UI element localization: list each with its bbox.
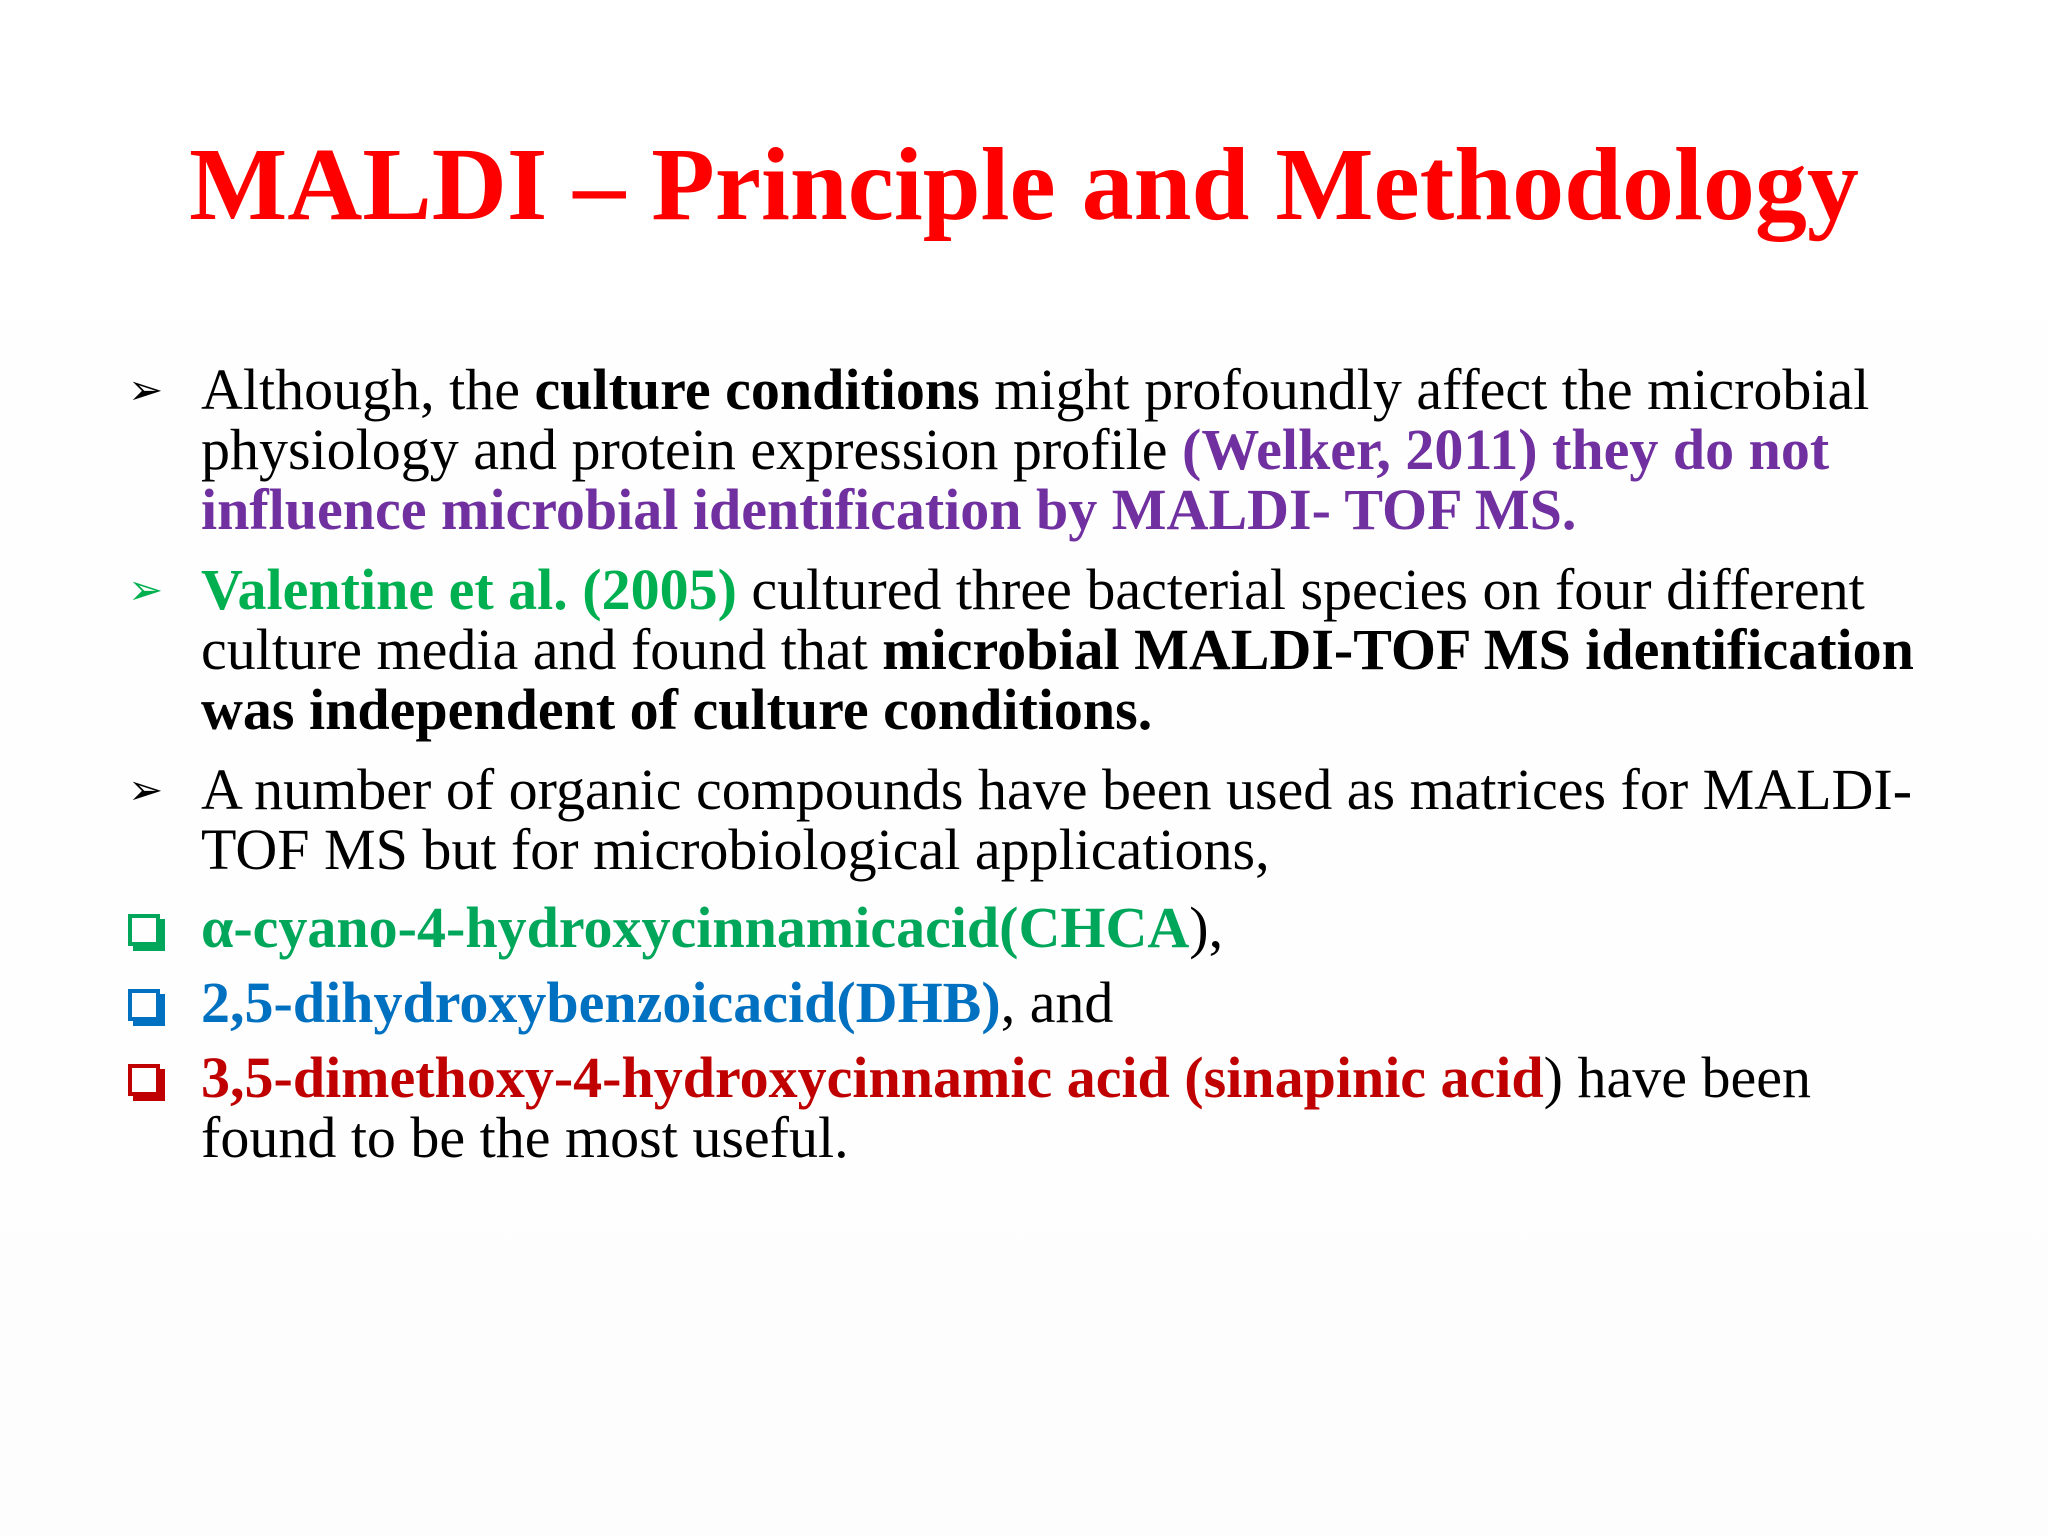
matrix-suffix: ),: [1189, 895, 1224, 960]
bullet-segment: might profoundly affect the microbial physiology and protein expression profile: [201, 357, 1870, 482]
bullet-segment: A number of organic compounds have been used as matrices for MALDI-TOF MS but for microbiological applications,: [201, 757, 1913, 882]
matrix-name: 3,5-dimethoxy-4-hydroxycinnamic acid (sinapinic acid: [201, 1045, 1544, 1110]
citation-welker: (Welker, 2011) they do not influence microbial identification by MALDI- TOF MS.: [201, 417, 1830, 542]
bullet-segment: microbial MALDI-TOF MS identification was independent of culture conditions.: [201, 617, 1914, 742]
bullet-segment: culture conditions: [534, 357, 980, 422]
matrix-item-dhb: [128, 970, 1928, 1035]
square-bullet-icon: [128, 973, 178, 1033]
arrow-bullet-icon: ➢: [128, 365, 164, 414]
matrix-name: 2,5-dihydroxybenzoicacid(DHB): [201, 970, 1001, 1035]
bullet-culture-conditions: [128, 357, 1928, 542]
citation-valentine: Valentine et al. (2005): [201, 557, 737, 622]
bullet-segment: cultured three bacterial species on four different culture media and found that: [201, 557, 1865, 682]
bullet-segment: Although, the: [201, 357, 535, 422]
slide-title: MALDI – Principle and Methodology: [189, 127, 1859, 242]
matrix-suffix: ) have been found to be the most useful.: [201, 1045, 1811, 1170]
matrix-suffix: , and: [1000, 970, 1114, 1035]
bullet-valentine: [128, 557, 1928, 742]
arrow-bullet-icon: ➢: [128, 765, 164, 814]
bullet-matrices-intro: [128, 757, 1928, 882]
slide-body: [128, 357, 1928, 1183]
matrix-name: α-cyano-4-hydroxycinnamicacid(CHCA: [201, 895, 1190, 960]
arrow-bullet-icon: ➢: [128, 565, 164, 614]
square-bullet-icon: [128, 898, 178, 958]
square-bullet-icon: [128, 1048, 178, 1108]
matrix-item-sinapinic: [128, 1045, 1928, 1170]
matrix-item-chca: [128, 895, 1928, 960]
